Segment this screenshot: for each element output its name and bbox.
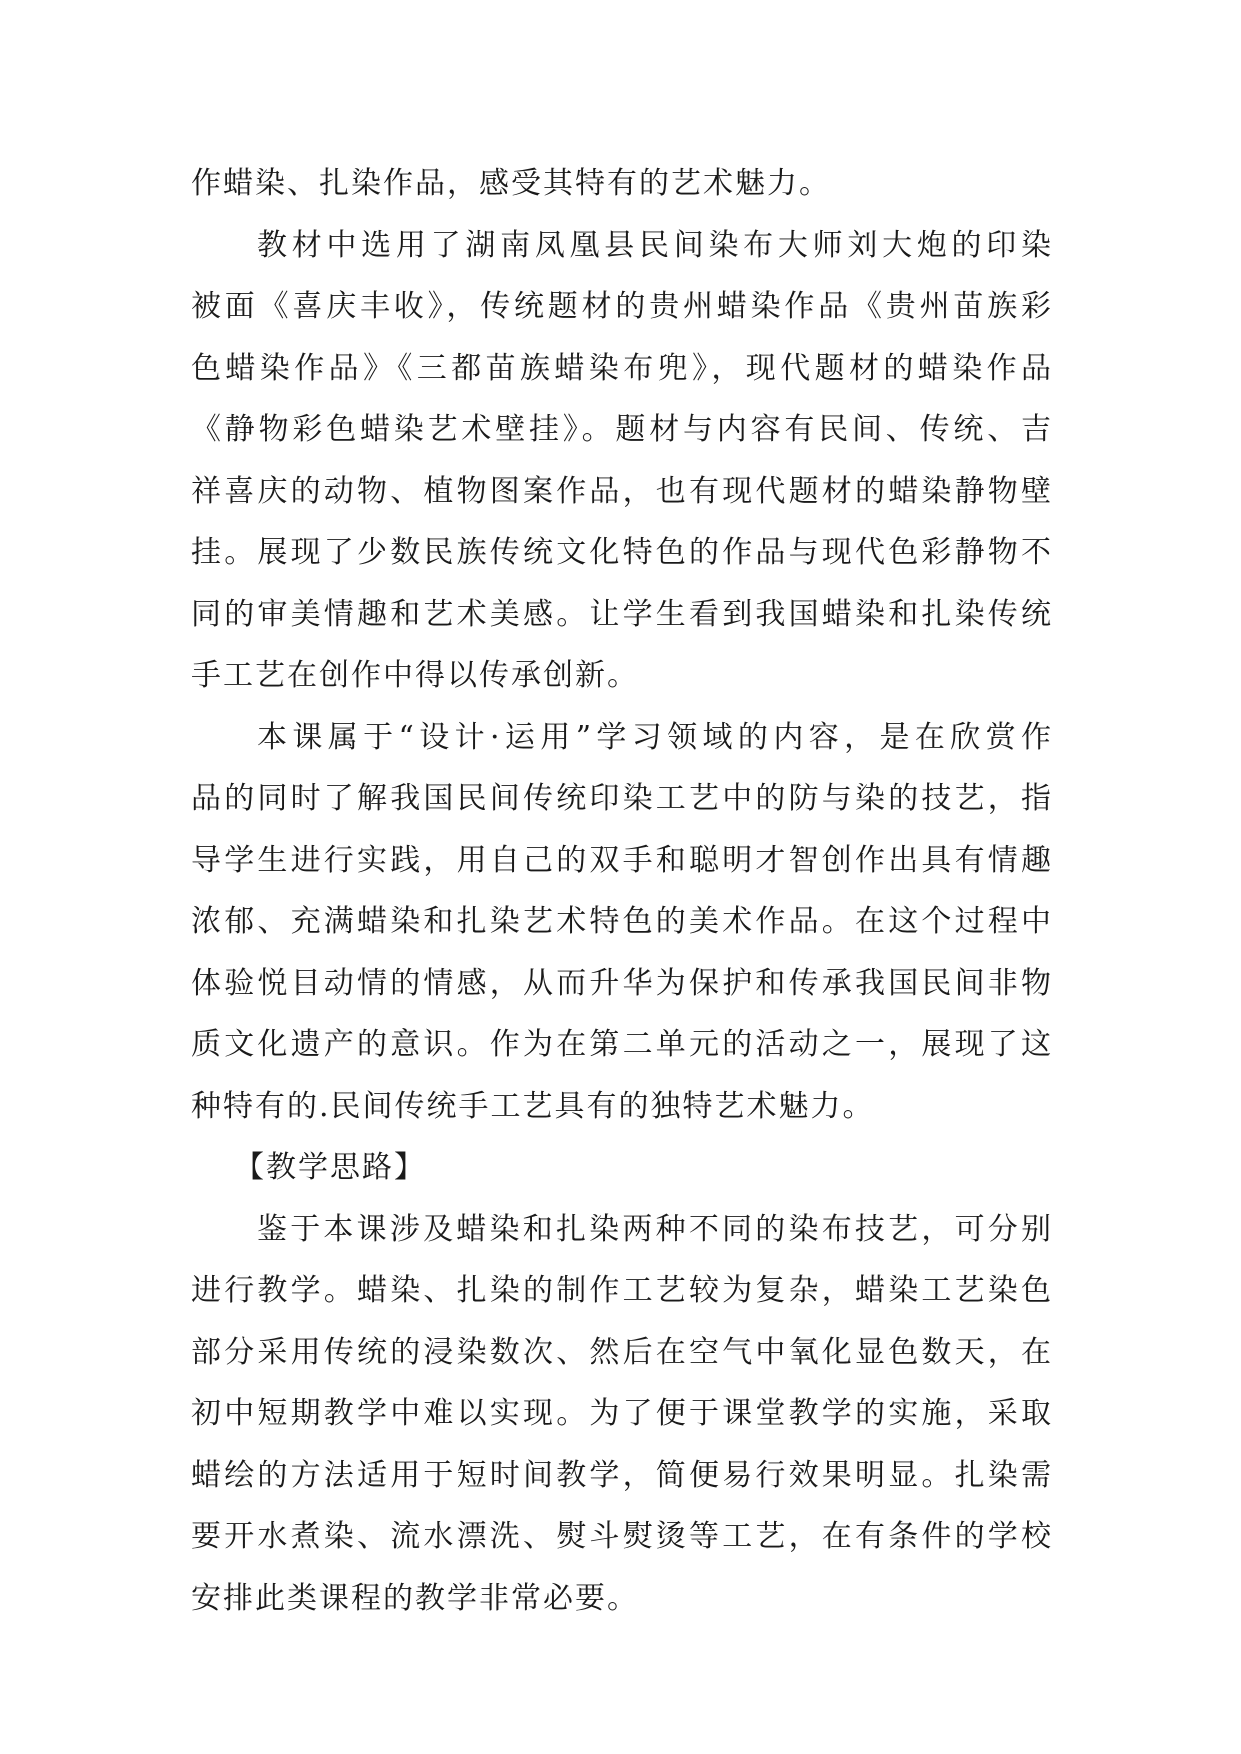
text-line: 进行教学。蜡染、扎染的制作工艺较为复杂，蜡染工艺染色 <box>191 1273 1053 1308</box>
section-heading <box>191 1137 1053 1199</box>
text-line: 手工艺在创作中得以传承创新。 <box>191 658 639 693</box>
text-line: 浓郁、充满蜡染和扎染艺术特色的美术作品。在这个过程中 <box>191 904 1053 939</box>
text-line: 《静物彩色蜡染艺术壁挂》。题材与内容有民间、传统、吉 <box>191 412 1053 447</box>
text-line: 挂。展现了少数民族传统文化特色的作品与现代色彩静物不 <box>191 535 1053 570</box>
text-line: 鉴于本课涉及蜡染和扎染两种不同的染布技艺，可分别 <box>257 1211 1053 1247</box>
section-heading-text: 【教学思路】 <box>234 1150 426 1185</box>
text-line: 祥喜庆的动物、植物图案作品，也有现代题材的蜡染静物壁 <box>191 473 1053 509</box>
text-line: 作蜡染、扎染作品，感受其特有的艺术魅力。 <box>191 166 831 201</box>
text-line: 要开水煮染、流水漂洗、熨斗熨烫等工艺，在有条件的学校 <box>191 1519 1053 1554</box>
text-line: 本课属于“设计·运用”学习领域的内容，是在欣赏作 <box>257 719 1053 755</box>
text-line: 种特有的.民间传统手工艺具有的独特艺术魅力。 <box>191 1088 875 1124</box>
text-line: 同的审美情趣和艺术美感。让学生看到我国蜡染和扎染传统 <box>191 596 1053 632</box>
document-page <box>191 153 1053 1629</box>
text-line: 导学生进行实践，用自己的双手和聪明才智创作出具有情趣 <box>191 842 1053 878</box>
text-line: 教材中选用了湖南凤凰县民间染布大师刘大炮的印染 <box>257 227 1053 263</box>
text-line: 安排此类课程的教学非常必要。 <box>191 1580 639 1616</box>
paragraph-teaching-approach <box>191 1199 1053 1630</box>
paragraph-textbook-works <box>191 215 1053 707</box>
text-line: 蜡绘的方法适用于短时间教学，简便易行效果明显。扎染需 <box>191 1457 1053 1493</box>
paragraph-course-domain <box>191 707 1053 1138</box>
text-line: 体验悦目动情的情感，从而升华为保护和传承我国民间非物 <box>191 965 1053 1001</box>
text-line: 被面《喜庆丰收》，传统题材的贵州蜡染作品《贵州苗族彩 <box>191 289 1053 324</box>
text-line: 品的同时了解我国民间传统印染工艺中的防与染的技艺，指 <box>191 781 1053 816</box>
text-line: 色蜡染作品》《三都苗族蜡染布兜》，现代题材的蜡染作品 <box>191 350 1053 386</box>
text-line: 初中短期教学中难以实现。为了便于课堂教学的实施，采取 <box>191 1396 1053 1431</box>
text-line: 质文化遗产的意识。作为在第二单元的活动之一，展现了这 <box>191 1027 1053 1062</box>
text-line: 部分采用传统的浸染数次、然后在空气中氧化显色数天，在 <box>191 1334 1053 1370</box>
paragraph-continuation <box>191 153 1053 215</box>
